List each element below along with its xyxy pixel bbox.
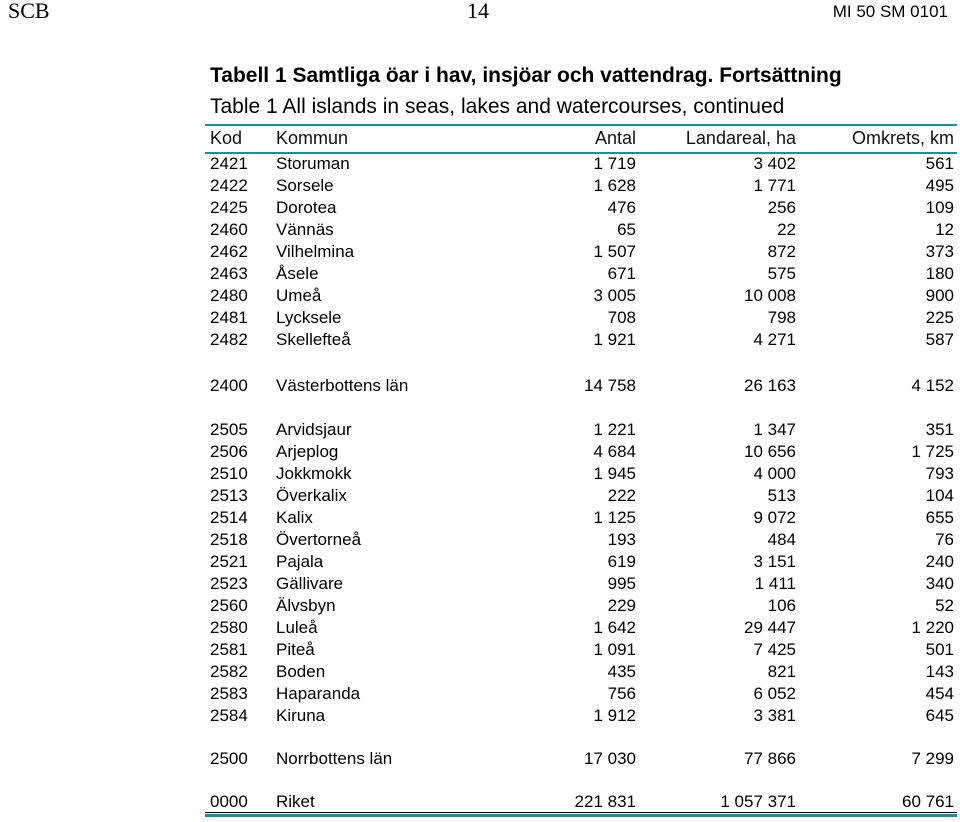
table-row	[0, 705, 960, 727]
table-row	[0, 639, 960, 661]
cell-kommun: Övertorneå	[276, 530, 362, 549]
cell-omkrets: 7 299	[911, 749, 954, 768]
cell-omkrets: 240	[925, 552, 954, 571]
cell-kod: 2462	[210, 242, 248, 261]
cell-landareal: 1 771	[753, 176, 796, 195]
table-row	[0, 153, 960, 175]
cell-kod: 2523	[210, 574, 248, 593]
cell-omkrets: 340	[925, 574, 954, 593]
cell-kommun: Piteå	[276, 640, 315, 659]
cell-kommun: Luleå	[276, 618, 318, 637]
table-row	[0, 529, 960, 551]
cell-kommun: Haparanda	[276, 684, 361, 703]
table-row	[0, 485, 960, 507]
cell-kod: 2505	[210, 420, 248, 439]
cell-kod: 2582	[210, 662, 248, 681]
cell-kommun: Riket	[276, 792, 315, 811]
cell-omkrets: 180	[925, 264, 954, 283]
cell-antal: 1 507	[593, 242, 636, 261]
table-row	[0, 175, 960, 197]
cell-omkrets: 60 761	[902, 792, 954, 811]
cell-antal: 1 912	[593, 706, 636, 725]
cell-landareal: 4 000	[753, 464, 796, 483]
cell-kod: 2422	[210, 176, 248, 195]
cell-landareal: 3 381	[753, 706, 796, 725]
riket-underline	[205, 812, 957, 813]
table-row	[0, 748, 960, 770]
table-row	[0, 507, 960, 529]
table-row	[0, 307, 960, 329]
cell-kod: 2521	[210, 552, 248, 571]
cell-omkrets: 587	[925, 330, 954, 349]
cell-landareal: 1 057 371	[720, 792, 796, 811]
cell-antal: 14 758	[584, 376, 636, 395]
cell-kod: 2480	[210, 286, 248, 305]
table-bottom-rule	[205, 814, 957, 817]
cell-kod: 2514	[210, 508, 248, 527]
cell-omkrets: 104	[925, 486, 954, 505]
cell-omkrets: 561	[925, 154, 954, 173]
cell-landareal: 3 402	[753, 154, 796, 173]
cell-landareal: 10 008	[744, 286, 796, 305]
cell-omkrets: 495	[925, 176, 954, 195]
cell-antal: 3 005	[593, 286, 636, 305]
cell-kod: 2463	[210, 264, 248, 283]
cell-antal: 4 684	[593, 442, 636, 461]
cell-landareal: 22	[777, 220, 796, 239]
cell-landareal: 4 271	[753, 330, 796, 349]
cell-kommun: Åsele	[276, 264, 319, 283]
table-row	[0, 263, 960, 285]
cell-antal: 1 628	[593, 176, 636, 195]
cell-omkrets: 4 152	[911, 376, 954, 395]
cell-antal: 1 091	[593, 640, 636, 659]
table-row	[0, 551, 960, 573]
cell-landareal: 484	[767, 530, 796, 549]
cell-landareal: 106	[767, 596, 796, 615]
cell-kommun: Älvsbyn	[276, 596, 336, 615]
col-kod: Kod	[210, 128, 243, 148]
cell-kommun: Jokkmokk	[276, 464, 352, 483]
cell-antal: 1 125	[593, 508, 636, 527]
cell-antal: 756	[607, 684, 636, 703]
cell-omkrets: 225	[925, 308, 954, 327]
cell-landareal: 77 866	[744, 749, 796, 768]
cell-landareal: 872	[767, 242, 796, 261]
table-row	[0, 661, 960, 683]
col-kommun: Kommun	[276, 128, 349, 148]
cell-antal: 995	[607, 574, 636, 593]
cell-kod: 2481	[210, 308, 248, 327]
cell-omkrets: 645	[925, 706, 954, 725]
cell-kod: 2421	[210, 154, 248, 173]
cell-omkrets: 655	[925, 508, 954, 527]
cell-omkrets: 109	[925, 198, 954, 217]
cell-kod: 2510	[210, 464, 248, 483]
cell-antal: 221 831	[574, 792, 636, 811]
table-row	[0, 375, 960, 397]
col-landareal: Landareal, ha	[685, 128, 796, 148]
cell-kommun: Vännäs	[276, 220, 334, 239]
col-omkrets: Omkrets, km	[852, 128, 954, 148]
cell-kod: 2425	[210, 198, 248, 217]
cell-omkrets: 52	[935, 596, 954, 615]
cell-kod: 2518	[210, 530, 248, 549]
table-row	[0, 329, 960, 351]
cell-omkrets: 12	[935, 220, 954, 239]
cell-antal: 1 945	[593, 464, 636, 483]
cell-landareal: 26 163	[744, 376, 796, 395]
table-row	[0, 197, 960, 219]
cell-kod: 2400	[210, 376, 248, 395]
cell-landareal: 7 425	[753, 640, 796, 659]
cell-antal: 65	[617, 220, 636, 239]
cell-kommun: Pajala	[276, 552, 324, 571]
cell-landareal: 1 347	[753, 420, 796, 439]
cell-kod: 2500	[210, 749, 248, 768]
cell-landareal: 9 072	[753, 508, 796, 527]
cell-antal: 1 221	[593, 420, 636, 439]
cell-omkrets: 373	[925, 242, 954, 261]
cell-kod: 2580	[210, 618, 248, 637]
cell-landareal: 29 447	[744, 618, 796, 637]
cell-antal: 193	[607, 530, 636, 549]
cell-landareal: 3 151	[753, 552, 796, 571]
table-row	[0, 419, 960, 441]
cell-kod: 2583	[210, 684, 248, 703]
page-number: 14	[467, 0, 489, 23]
cell-kommun: Sorsele	[276, 176, 334, 195]
cell-kommun: Dorotea	[276, 198, 337, 217]
cell-kommun: Överkalix	[276, 486, 347, 505]
cell-antal: 619	[607, 552, 636, 571]
cell-landareal: 10 656	[744, 442, 796, 461]
table-title: Tabell 1 Samtliga öar i hav, insjöar och vattendrag. Fortsättning	[210, 64, 842, 87]
cell-kommun: Vilhelmina	[276, 242, 355, 261]
cell-omkrets: 454	[925, 684, 954, 703]
table-row	[0, 285, 960, 307]
cell-antal: 435	[607, 662, 636, 681]
table-row	[0, 573, 960, 595]
cell-kommun: Västerbottens län	[276, 376, 409, 395]
cell-antal: 1 719	[593, 154, 636, 173]
cell-omkrets: 900	[925, 286, 954, 305]
cell-kommun: Arvidsjaur	[276, 420, 352, 439]
cell-antal: 1 921	[593, 330, 636, 349]
table-row	[0, 683, 960, 705]
table-row	[0, 595, 960, 617]
cell-kommun: Storuman	[276, 154, 350, 173]
table-row	[0, 219, 960, 241]
table-subtitle: Table 1 All islands in seas, lakes and watercourses, continued	[210, 95, 785, 118]
cell-kommun: Skellefteå	[276, 330, 351, 349]
table-row	[0, 463, 960, 485]
cell-omkrets: 1 220	[911, 618, 954, 637]
cell-kommun: Arjeplog	[276, 442, 339, 461]
cell-omkrets: 793	[925, 464, 954, 483]
cell-antal: 229	[607, 596, 636, 615]
cell-kommun: Kiruna	[276, 706, 326, 725]
cell-landareal: 821	[767, 662, 796, 681]
cell-landareal: 256	[767, 198, 796, 217]
cell-landareal: 1 411	[754, 574, 796, 593]
cell-antal: 222	[607, 486, 636, 505]
cell-kommun: Umeå	[276, 286, 322, 305]
cell-kommun: Norrbottens län	[276, 749, 393, 768]
cell-omkrets: 501	[925, 640, 954, 659]
header-top-rule	[205, 124, 957, 126]
cell-landareal: 513	[767, 486, 796, 505]
cell-landareal: 6 052	[753, 684, 796, 703]
col-antal: Antal	[594, 128, 636, 148]
cell-omkrets: 1 725	[911, 442, 954, 461]
cell-landareal: 798	[767, 308, 796, 327]
cell-antal: 476	[607, 198, 636, 217]
cell-antal: 708	[607, 308, 636, 327]
cell-antal: 17 030	[584, 749, 636, 768]
table-row	[0, 241, 960, 263]
cell-antal: 671	[607, 264, 636, 283]
cell-kod: 2581	[210, 640, 248, 659]
cell-kod: 2482	[210, 330, 248, 349]
cell-kommun: Boden	[276, 662, 326, 681]
header-left: SCB	[8, 0, 50, 23]
cell-kommun: Lycksele	[276, 308, 342, 327]
header-right: MI 50 SM 0101	[832, 2, 948, 21]
cell-kod: 0000	[210, 792, 248, 811]
cell-kommun: Gällivare	[276, 574, 344, 593]
cell-kod: 2584	[210, 706, 248, 725]
table-row	[0, 441, 960, 463]
table-row	[0, 617, 960, 639]
cell-kommun: Kalix	[276, 508, 313, 527]
table-row	[0, 791, 960, 813]
cell-landareal: 575	[767, 264, 796, 283]
cell-omkrets: 76	[935, 530, 954, 549]
cell-kod: 2560	[210, 596, 248, 615]
cell-kod: 2513	[210, 486, 248, 505]
cell-omkrets: 351	[925, 420, 954, 439]
cell-kod: 2460	[210, 220, 248, 239]
cell-omkrets: 143	[925, 662, 954, 681]
cell-kod: 2506	[210, 442, 248, 461]
cell-antal: 1 642	[593, 618, 636, 637]
